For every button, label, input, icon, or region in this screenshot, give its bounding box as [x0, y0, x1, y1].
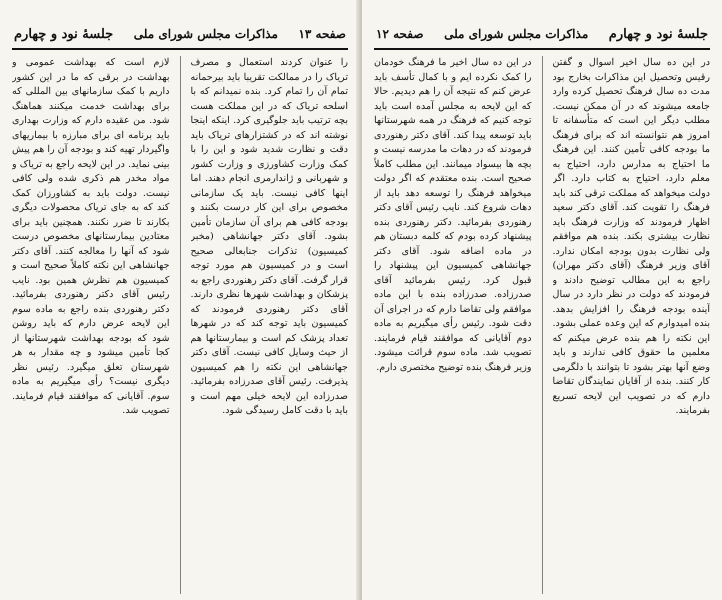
book-title: مذاکرات مجلس شورای ملی — [133, 27, 278, 41]
page-number: صفحه ۱۳ — [298, 27, 346, 41]
page-header — [376, 20, 708, 48]
column-divider — [542, 56, 543, 594]
header-rule — [12, 48, 348, 50]
column-text: را عنوان کردند استعمال و مصرف تریاک را در ممالکت تقریبا باید بیرحمانه تمام آن را تمام کرد. بنده نمیدانم که با اسلحه تریاک که در این مملکت هست بچه ترتیب باید جلوگیری کرد. اینکه اینجا نوشته اند که در کشتزارهای تریاک باید دقت و نظارت شدید شود و این را با کمک وزارت کشاورزی و وزارت کشور و شهربانی و ژاندارمری انجام دهند. اما اینها کافی نیست. باید یک سازمانی مخصوص برای این کار درست بکنند و بودجه کافی هم برای آن سازمان تأمین بشود. آقای دکتر جهانشاهی (مخبر کمیسیون) تذکرات جنابعالی صحیح است و در کمیسیون هم مورد توجه قرار گرفت. آقای دکتر رهنوردی راجع به پزشکان و بهداشت شهرها نظری دارند. آقای دکتر رهنوردی فرمودند که کمیسیون باید توجه کند که در شهرها تعداد پزشک کم است و بیمارستانها هم از حیث وسایل کافی نیست. آقای دکتر جهانشاهی این نکته را هم کمیسیون پذیرفت. رئیس آقای صدرزاده بفرمائید. صدرزاده این لایحه خیلی مهم است و باید با دقت کامل رسیدگی شود. — [190, 57, 348, 416]
column-divider — [180, 56, 181, 594]
column-right — [191, 56, 349, 594]
text-columns — [12, 56, 348, 594]
column-text: در این ده سال اخیر اسوال و گفتن رقیس وتحصیل این مذاکرات بخارج بود مدت ده سال فرهنگ تحصیل کرده وارد جامعه میشوند که در آن ممکن نیست. مطلب دیگر این است که متأسفانه تا امروز هم نتوانسته اند که برای فرهنگ ما بودجه کافی تأمین کنند. این فرهنگ ما احتیاج به مدارس دارد، احتیاج به معلم دارد، احتیاج به کتاب دارد. اگر دولت میخواهد که مملکت ترقی کند باید فرهنگ را تقویت کند. آقای دکتر سعید اظهار فرمودند که وزارت فرهنگ باید نظارت بیشتری بکند. بنده هم موافقم ولی نظارت بدون بودجه امکان ندارد. آقای وزیر فرهنگ (آقای دکتر مهران) راجع به این مطالب توضیح دادند و فرمودند که دولت در نظر دارد در سال آینده بودجه فرهنگ را افزایش بدهد. بنده امیدوارم که این وعده عملی بشود. این نکته را هم بنده عرض میکنم که معلمین ما حقوق کافی ندارند و باید وضع آنها بهتر بشود تا بتوانند با دلگرمی کار کنند. بنده از آقایان نمایندگان تقاضا دارم که در تصویب این لایحه تسریع بفرمایند. — [552, 57, 710, 416]
header-rule — [374, 48, 710, 50]
column-text: لازم است که بهداشت عمومی و بهداشت در برقی که ما در این کشور داریم با کمک سازمانهای بین المللی که برای بهداشت خدمت میکنند هماهنگ شود. من عقیده دارم که وزارت بهداری باید برنامه ای برای مبارزه با بیماریهای واگیردار تهیه کند و بودجه آن را هم پیش بینی نماید. در این لایحه راجع به تریاک و مواد مخدر هم ذکری شده ولی کافی نیست. دولت باید به کشاورزان کمک کند که به جای تریاک محصولات دیگری بکارند تا ضرر نکنند. همچنین باید برای معتادین بیمارستانهای مخصوص درست شود که آنها را معالجه کنند. آقای دکتر جهانشاهی این نکته کاملاً صحیح است و کمیسیون هم نظرش همین بود. نایب رئیس آقای دکتر رهنوردی بفرمائید. دکتر رهنوردی بنده راجع به ماده سوم این لایحه عرض دارم که باید روشن شود که بودجه بهداشت شهرستانها از کجا تأمین میشود و چه مقدار به هر شهرستان تعلق میگیرد. رئیس نظر دیگری نیست؟ رأی میگیریم به ماده سوم. آقایانی که موافقند قیام فرمایند. تصویب شد. — [12, 57, 170, 416]
right-page — [362, 0, 722, 600]
page-header — [14, 20, 346, 48]
column-right — [553, 56, 711, 594]
page-number: صفحه ۱۲ — [376, 27, 424, 41]
session-title: جلسهٔ نود و چهارم — [14, 26, 114, 42]
left-page — [0, 0, 360, 600]
book-title: مذاکرات مجلس شورای ملی — [444, 27, 589, 41]
column-left — [374, 56, 532, 594]
session-title: جلسهٔ نود و چهارم — [608, 26, 708, 42]
column-left — [12, 56, 170, 594]
text-columns — [374, 56, 710, 594]
column-text: در این ده سال اخیر ما فرهنگ خودمان را کمک نکرده ایم و با کمال تأسف باید عرض کنم که نتیجه آن را هم دیدیم. حالا که این لایحه به مجلس آمده است باید توجه کنیم که فرهنگ در همه شهرستانها باید توسعه پیدا کند. آقای دکتر رهنوردی فرمودند که در دهات ما مدرسه نیست و بچه ها بیسواد میمانند. این مطلب کاملاً صحیح است. بنده معتقدم که اگر دولت میخواهد فرهنگ را توسعه دهد باید از دهات شروع کند. نایب رئیس آقای دکتر رهنوردی بفرمائید. دکتر رهنوردی بنده پیشنهاد کرده بودم که کلمه دبستان هم در ماده اضافه شود. آقای دکتر جهانشاهی کمیسیون این پیشنهاد را قبول کرد. رئیس بفرمائید آقای صدرزاده. صدرزاده بنده با این ماده موافقم ولی تقاضا دارم که در اجرای آن دقت شود. رئیس رأی میگیریم به ماده دوم آقایانی که موافقند قیام فرمایند. تصویب شد. ماده سوم قرائت میشود. وزیر فرهنگ بنده توضیح مختصری دارم. — [374, 57, 532, 373]
